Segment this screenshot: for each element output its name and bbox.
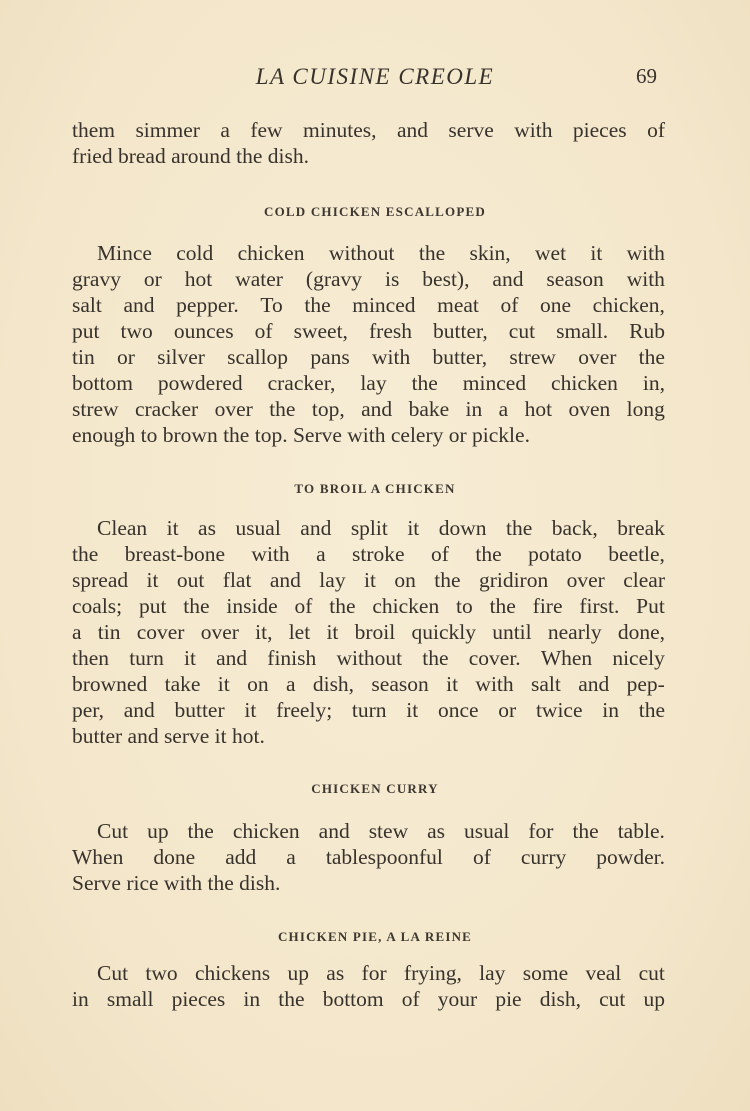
word: pep-: [626, 672, 665, 696]
word: clear: [623, 568, 665, 592]
word: it: [446, 672, 459, 696]
text-line: [72, 697, 665, 723]
text-line: [72, 344, 665, 370]
word: lay: [479, 961, 506, 985]
word: nearly: [547, 620, 602, 644]
word: two: [120, 319, 153, 343]
word: it,: [255, 620, 273, 644]
word: bake: [408, 397, 450, 421]
word: beetle,: [608, 542, 665, 566]
word: and: [123, 293, 155, 317]
word: flat: [222, 568, 252, 592]
text-line: [72, 671, 665, 697]
word: the: [506, 516, 533, 540]
paragraph-continued: [72, 117, 665, 169]
word: of: [294, 594, 313, 618]
word: with: [251, 542, 290, 566]
word: it: [407, 516, 420, 540]
word: it: [166, 516, 179, 540]
word: powdered: [157, 371, 243, 395]
word: up: [147, 819, 169, 843]
word: as: [427, 819, 446, 843]
word: done,: [617, 620, 665, 644]
word: without: [336, 646, 403, 670]
word: is: [385, 267, 400, 291]
word: pepper.: [176, 293, 239, 317]
word: or: [143, 267, 162, 291]
word: cover.: [468, 646, 521, 670]
word: usual: [235, 516, 281, 540]
word: sweet,: [293, 319, 348, 343]
word: them: [72, 118, 115, 142]
word: best),: [422, 267, 470, 291]
word: When: [540, 646, 593, 670]
word: veal: [585, 961, 622, 985]
text-line: [72, 818, 665, 844]
word: first.: [579, 594, 620, 618]
word: with: [626, 241, 665, 265]
word: salt: [72, 293, 102, 317]
word: a: [286, 845, 296, 869]
word: coals;: [72, 594, 123, 618]
word: with: [626, 267, 665, 291]
word: or: [116, 345, 135, 369]
word: tablespoonful: [325, 845, 443, 869]
word: few: [250, 118, 283, 142]
word: some: [522, 961, 569, 985]
word: in: [602, 698, 619, 722]
word: inside: [226, 594, 278, 618]
word: it: [363, 568, 376, 592]
text-line: butter and serve it hot.: [72, 724, 265, 748]
text-line: [72, 515, 665, 541]
word: oven: [568, 397, 611, 421]
word: (gravy: [305, 267, 363, 291]
word: and: [123, 698, 155, 722]
word: of: [647, 118, 665, 142]
word: as: [198, 516, 216, 540]
word: up: [287, 961, 309, 985]
word: put: [138, 594, 167, 618]
word: the: [411, 371, 438, 395]
word: chicken: [372, 594, 440, 618]
word: small: [106, 987, 154, 1011]
text-line: [72, 266, 665, 292]
word: and: [492, 267, 524, 291]
word: the: [269, 397, 296, 421]
text-line: [72, 318, 665, 344]
text-line: [72, 396, 665, 422]
word: season: [546, 267, 604, 291]
word: Put: [636, 594, 665, 618]
word: small.: [556, 319, 609, 343]
word: it: [326, 620, 339, 644]
word: over: [200, 620, 239, 644]
text-line: [72, 240, 665, 266]
word: the: [304, 293, 331, 317]
word: Cut: [97, 961, 129, 985]
running-header-title: LA CUISINE CREOLE: [255, 64, 495, 89]
word: the: [434, 568, 461, 592]
word: and: [269, 568, 301, 592]
recipe-heading: CHICKEN PIE, A LA REINE: [277, 929, 473, 944]
word: usual: [464, 819, 510, 843]
word: curry: [520, 845, 567, 869]
word: one: [540, 293, 572, 317]
word: tin: [72, 345, 95, 369]
word: a: [498, 397, 509, 421]
word: frying,: [403, 961, 462, 985]
word: and: [216, 646, 248, 670]
text-line: enough to brown the top. Serve with celery or pickle.: [72, 423, 530, 447]
word: of: [401, 987, 420, 1011]
recipe-heading: TO BROIL A CHICKEN: [294, 481, 456, 496]
text-line: [72, 117, 665, 143]
word: cold: [176, 241, 214, 265]
text-line: [72, 541, 665, 567]
word: hot: [524, 397, 553, 421]
word: browned: [72, 672, 148, 696]
word: it: [183, 646, 196, 670]
word: minced: [462, 371, 527, 395]
word: with: [371, 345, 411, 369]
word: of: [500, 293, 519, 317]
word: put: [72, 319, 100, 343]
word: the: [183, 594, 210, 618]
word: wet: [535, 241, 567, 265]
word: in,: [642, 371, 665, 395]
word: fire: [532, 594, 563, 618]
word: on: [247, 672, 269, 696]
word: Clean: [97, 516, 148, 540]
word: a: [72, 620, 82, 644]
word: to: [456, 594, 473, 618]
text-line: fried bread around the dish.: [72, 144, 310, 168]
word: and: [396, 118, 428, 142]
word: or: [498, 698, 517, 722]
word: serve: [448, 118, 494, 142]
word: the: [418, 241, 446, 265]
word: and: [318, 819, 350, 843]
word: it: [590, 241, 603, 265]
word: and: [300, 516, 332, 540]
word: gridiron: [478, 568, 549, 592]
word: it: [217, 672, 230, 696]
word: When: [72, 845, 124, 869]
word: hot: [184, 267, 213, 291]
word: break: [617, 516, 665, 540]
word: scallop: [227, 345, 289, 369]
word: for: [361, 961, 387, 985]
word: in: [243, 987, 261, 1011]
text-line: [72, 986, 665, 1012]
word: bottom: [72, 371, 133, 395]
word: per,: [72, 698, 104, 722]
word: stew: [368, 819, 409, 843]
word: breast-bone: [124, 542, 225, 566]
word: turn: [351, 698, 387, 722]
word: cracker: [134, 397, 199, 421]
page-number: 69: [636, 64, 657, 88]
word: the: [329, 594, 356, 618]
word: without: [328, 241, 395, 265]
word: water: [235, 267, 283, 291]
word: pieces: [171, 987, 226, 1011]
word: chicken,: [592, 293, 665, 317]
word: two: [145, 961, 178, 985]
word: minced: [352, 293, 416, 317]
word: broil: [354, 620, 396, 644]
word: out: [176, 568, 205, 592]
word: silver: [157, 345, 205, 369]
word: chicken: [551, 371, 618, 395]
word: add: [225, 845, 257, 869]
text-line: [72, 960, 665, 986]
word: once: [437, 698, 479, 722]
word: Rub: [629, 319, 665, 343]
word: as: [326, 961, 345, 985]
word: then: [72, 646, 110, 670]
word: long: [626, 397, 665, 421]
word: back,: [551, 516, 598, 540]
word: dish,: [539, 987, 581, 1011]
word: it: [146, 568, 159, 592]
word: skin,: [469, 241, 511, 265]
word: lay: [360, 371, 387, 395]
word: cracker,: [267, 371, 336, 395]
recipe-paragraph: [72, 515, 665, 749]
word: split: [350, 516, 388, 540]
word: and: [578, 672, 610, 696]
word: season: [371, 672, 429, 696]
word: turn: [129, 646, 164, 670]
word: Cut: [97, 819, 129, 843]
recipe-heading: CHICKEN CURRY: [311, 781, 439, 796]
word: Mince: [97, 241, 152, 265]
word: a: [316, 542, 326, 566]
text-line: [72, 645, 665, 671]
word: the: [638, 698, 665, 722]
word: it: [406, 698, 419, 722]
word: meat: [437, 293, 479, 317]
word: pie: [495, 987, 522, 1011]
word: bottom: [322, 987, 384, 1011]
word: your: [437, 987, 478, 1011]
word: a: [285, 672, 296, 696]
word: dish,: [312, 672, 355, 696]
text-line: [72, 370, 665, 396]
word: finish: [267, 646, 317, 670]
word: pieces: [572, 118, 627, 142]
word: cut: [599, 987, 626, 1011]
word: the: [638, 345, 665, 369]
word: let: [288, 620, 311, 644]
text-line: [72, 567, 665, 593]
word: spread: [72, 568, 129, 592]
word: butter,: [432, 345, 488, 369]
word: with: [514, 118, 553, 142]
word: quickly: [411, 620, 476, 644]
word: done: [153, 845, 196, 869]
word: take: [164, 672, 201, 696]
word: table.: [617, 819, 665, 843]
word: the: [422, 646, 449, 670]
word: strew: [72, 397, 119, 421]
word: of: [254, 319, 273, 343]
word: in: [465, 397, 483, 421]
word: twice: [535, 698, 583, 722]
word: the: [278, 987, 305, 1011]
word: strew: [509, 345, 556, 369]
word: over: [214, 397, 253, 421]
word: top,: [311, 397, 345, 421]
word: powder.: [596, 845, 665, 869]
word: stroke: [352, 542, 405, 566]
word: fresh: [369, 319, 412, 343]
word: To: [260, 293, 283, 317]
word: nicely: [612, 646, 665, 670]
recipe-paragraph: [72, 240, 665, 448]
word: chicken: [232, 819, 300, 843]
word: cover: [136, 620, 185, 644]
word: on: [394, 568, 416, 592]
text-line: [72, 593, 665, 619]
word: a: [220, 118, 230, 142]
word: salt: [531, 672, 561, 696]
word: potato: [528, 542, 582, 566]
word: it: [244, 698, 257, 722]
text-line: Serve rice with the dish.: [72, 871, 281, 895]
word: freely;: [276, 698, 333, 722]
word: of: [431, 542, 449, 566]
word: butter: [174, 698, 225, 722]
word: minutes,: [303, 118, 377, 142]
word: chicken: [237, 241, 305, 265]
recipe-paragraph: [72, 960, 665, 1012]
word: the: [475, 542, 502, 566]
word: simmer: [135, 118, 200, 142]
word: ounces: [173, 319, 234, 343]
word: up: [643, 987, 665, 1011]
word: over: [578, 345, 617, 369]
recipe-heading: COLD CHICKEN ESCALLOPED: [264, 204, 486, 219]
word: the: [489, 594, 516, 618]
word: the: [572, 819, 599, 843]
word: cut: [638, 961, 665, 985]
word: the: [187, 819, 214, 843]
word: tin: [97, 620, 121, 644]
recipe-paragraph: [72, 818, 665, 896]
word: of: [472, 845, 491, 869]
word: over: [566, 568, 605, 592]
word: for: [528, 819, 554, 843]
text-line: [72, 844, 665, 870]
text-line: [72, 292, 665, 318]
word: until: [492, 620, 532, 644]
word: butter,: [433, 319, 488, 343]
word: gravy: [72, 267, 121, 291]
word: cut: [508, 319, 536, 343]
word: in: [72, 987, 89, 1011]
word: pans: [310, 345, 350, 369]
word: down: [438, 516, 487, 540]
word: lay: [319, 568, 346, 592]
word: the: [72, 542, 99, 566]
word: with: [475, 672, 514, 696]
word: and: [361, 397, 393, 421]
text-line: [72, 619, 665, 645]
word: chickens: [194, 961, 271, 985]
